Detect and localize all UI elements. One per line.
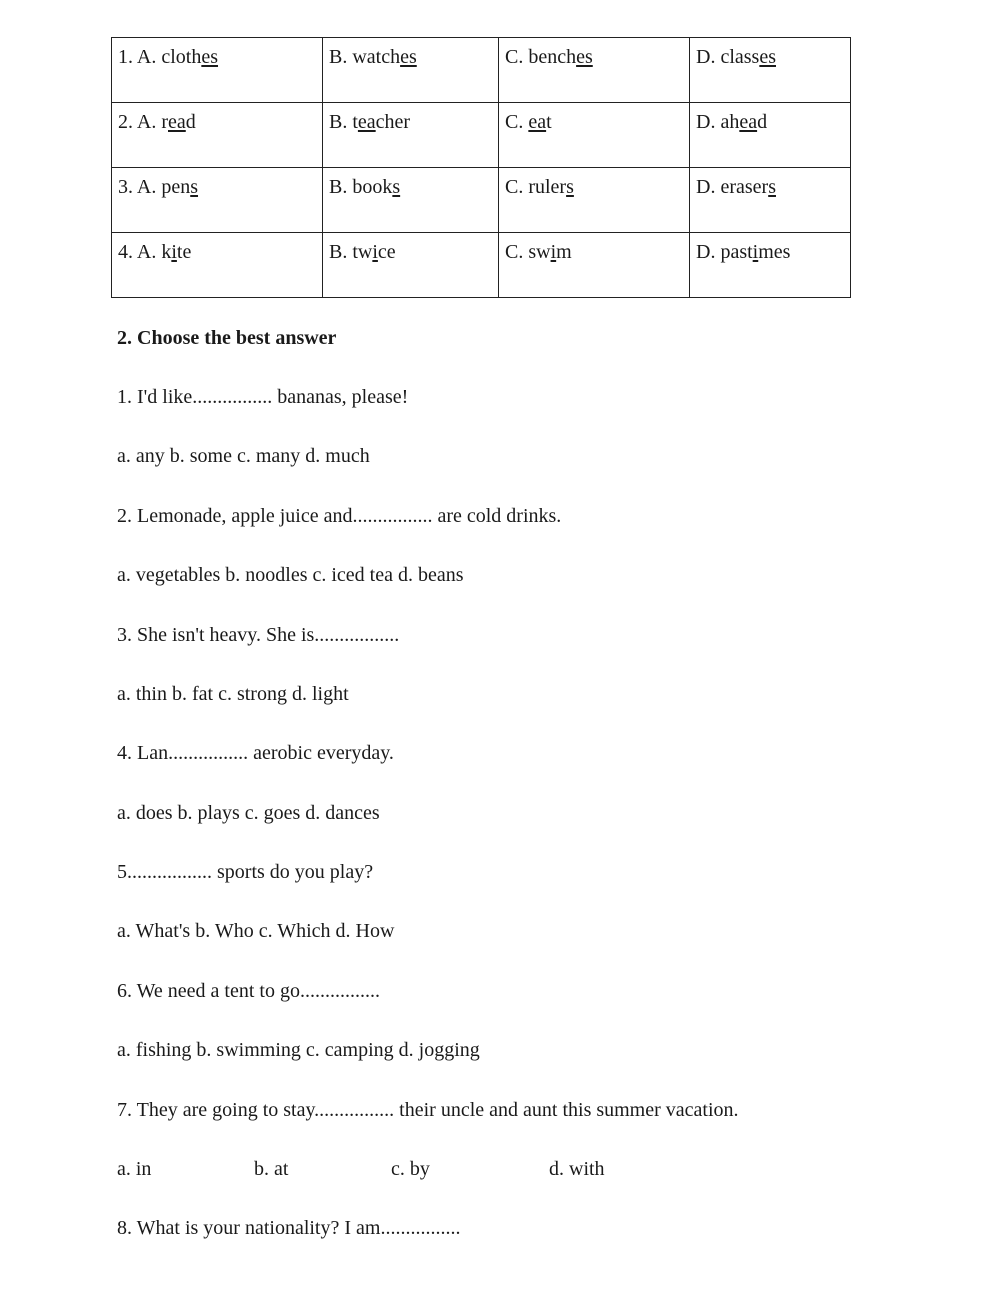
option-a: a. in	[117, 1158, 152, 1180]
table-row	[112, 168, 851, 233]
answer-options-1: a. any b. some c. many d. much	[117, 445, 370, 467]
table-cell: C. swim	[499, 233, 690, 298]
table-cell: 3. A. pens	[112, 168, 323, 233]
table-row	[112, 103, 851, 168]
table-cell: C. rulers	[499, 168, 690, 233]
option-d: d. with	[549, 1158, 605, 1180]
answer-options-2: a. vegetables b. noodles c. iced tea d. beans	[117, 564, 464, 586]
table-cell: C. eat	[499, 103, 690, 168]
question-1: 1. I'd like................ bananas, please!	[117, 386, 409, 408]
table-cell: B. watches	[323, 38, 499, 103]
table-cell: 4. A. kite	[112, 233, 323, 298]
answer-options-3: a. thin b. fat c. strong d. light	[117, 683, 349, 705]
table-cell: D. ahead	[690, 103, 851, 168]
section-title: 2. Choose the best answer	[117, 327, 337, 349]
option-b: b. at	[254, 1158, 289, 1180]
table-cell: C. benches	[499, 38, 690, 103]
question-4: 4. Lan................ aerobic everyday.	[117, 742, 394, 764]
answer-options-5: a. What's b. Who c. Which d. How	[117, 920, 395, 942]
table-cell: D. erasers	[690, 168, 851, 233]
table-cell: B. books	[323, 168, 499, 233]
question-7: 7. They are going to stay................ their uncle and aunt this summer vacation.	[117, 1099, 739, 1121]
table-cell: 1. A. clothes	[112, 38, 323, 103]
option-c: c. by	[391, 1158, 430, 1180]
answer-options-6: a. fishing b. swimming c. camping d. jogging	[117, 1039, 480, 1061]
table-cell: 2. A. read	[112, 103, 323, 168]
table-cell: B. twice	[323, 233, 499, 298]
table-cell: D. classes	[690, 38, 851, 103]
table-row	[112, 38, 851, 103]
table-cell: D. pastimes	[690, 233, 851, 298]
pronunciation-table	[111, 37, 851, 298]
question-3: 3. She isn't heavy. She is.................	[117, 624, 400, 646]
question-5: 5................. sports do you play?	[117, 861, 374, 883]
question-6: 6. We need a tent to go................	[117, 980, 380, 1002]
table-cell: B. teacher	[323, 103, 499, 168]
question-2: 2. Lemonade, apple juice and................ are cold drinks.	[117, 505, 562, 527]
answer-options-4: a. does b. plays c. goes d. dances	[117, 802, 380, 824]
table-row	[112, 233, 851, 298]
question-8: 8. What is your nationality? I am................	[117, 1217, 461, 1239]
